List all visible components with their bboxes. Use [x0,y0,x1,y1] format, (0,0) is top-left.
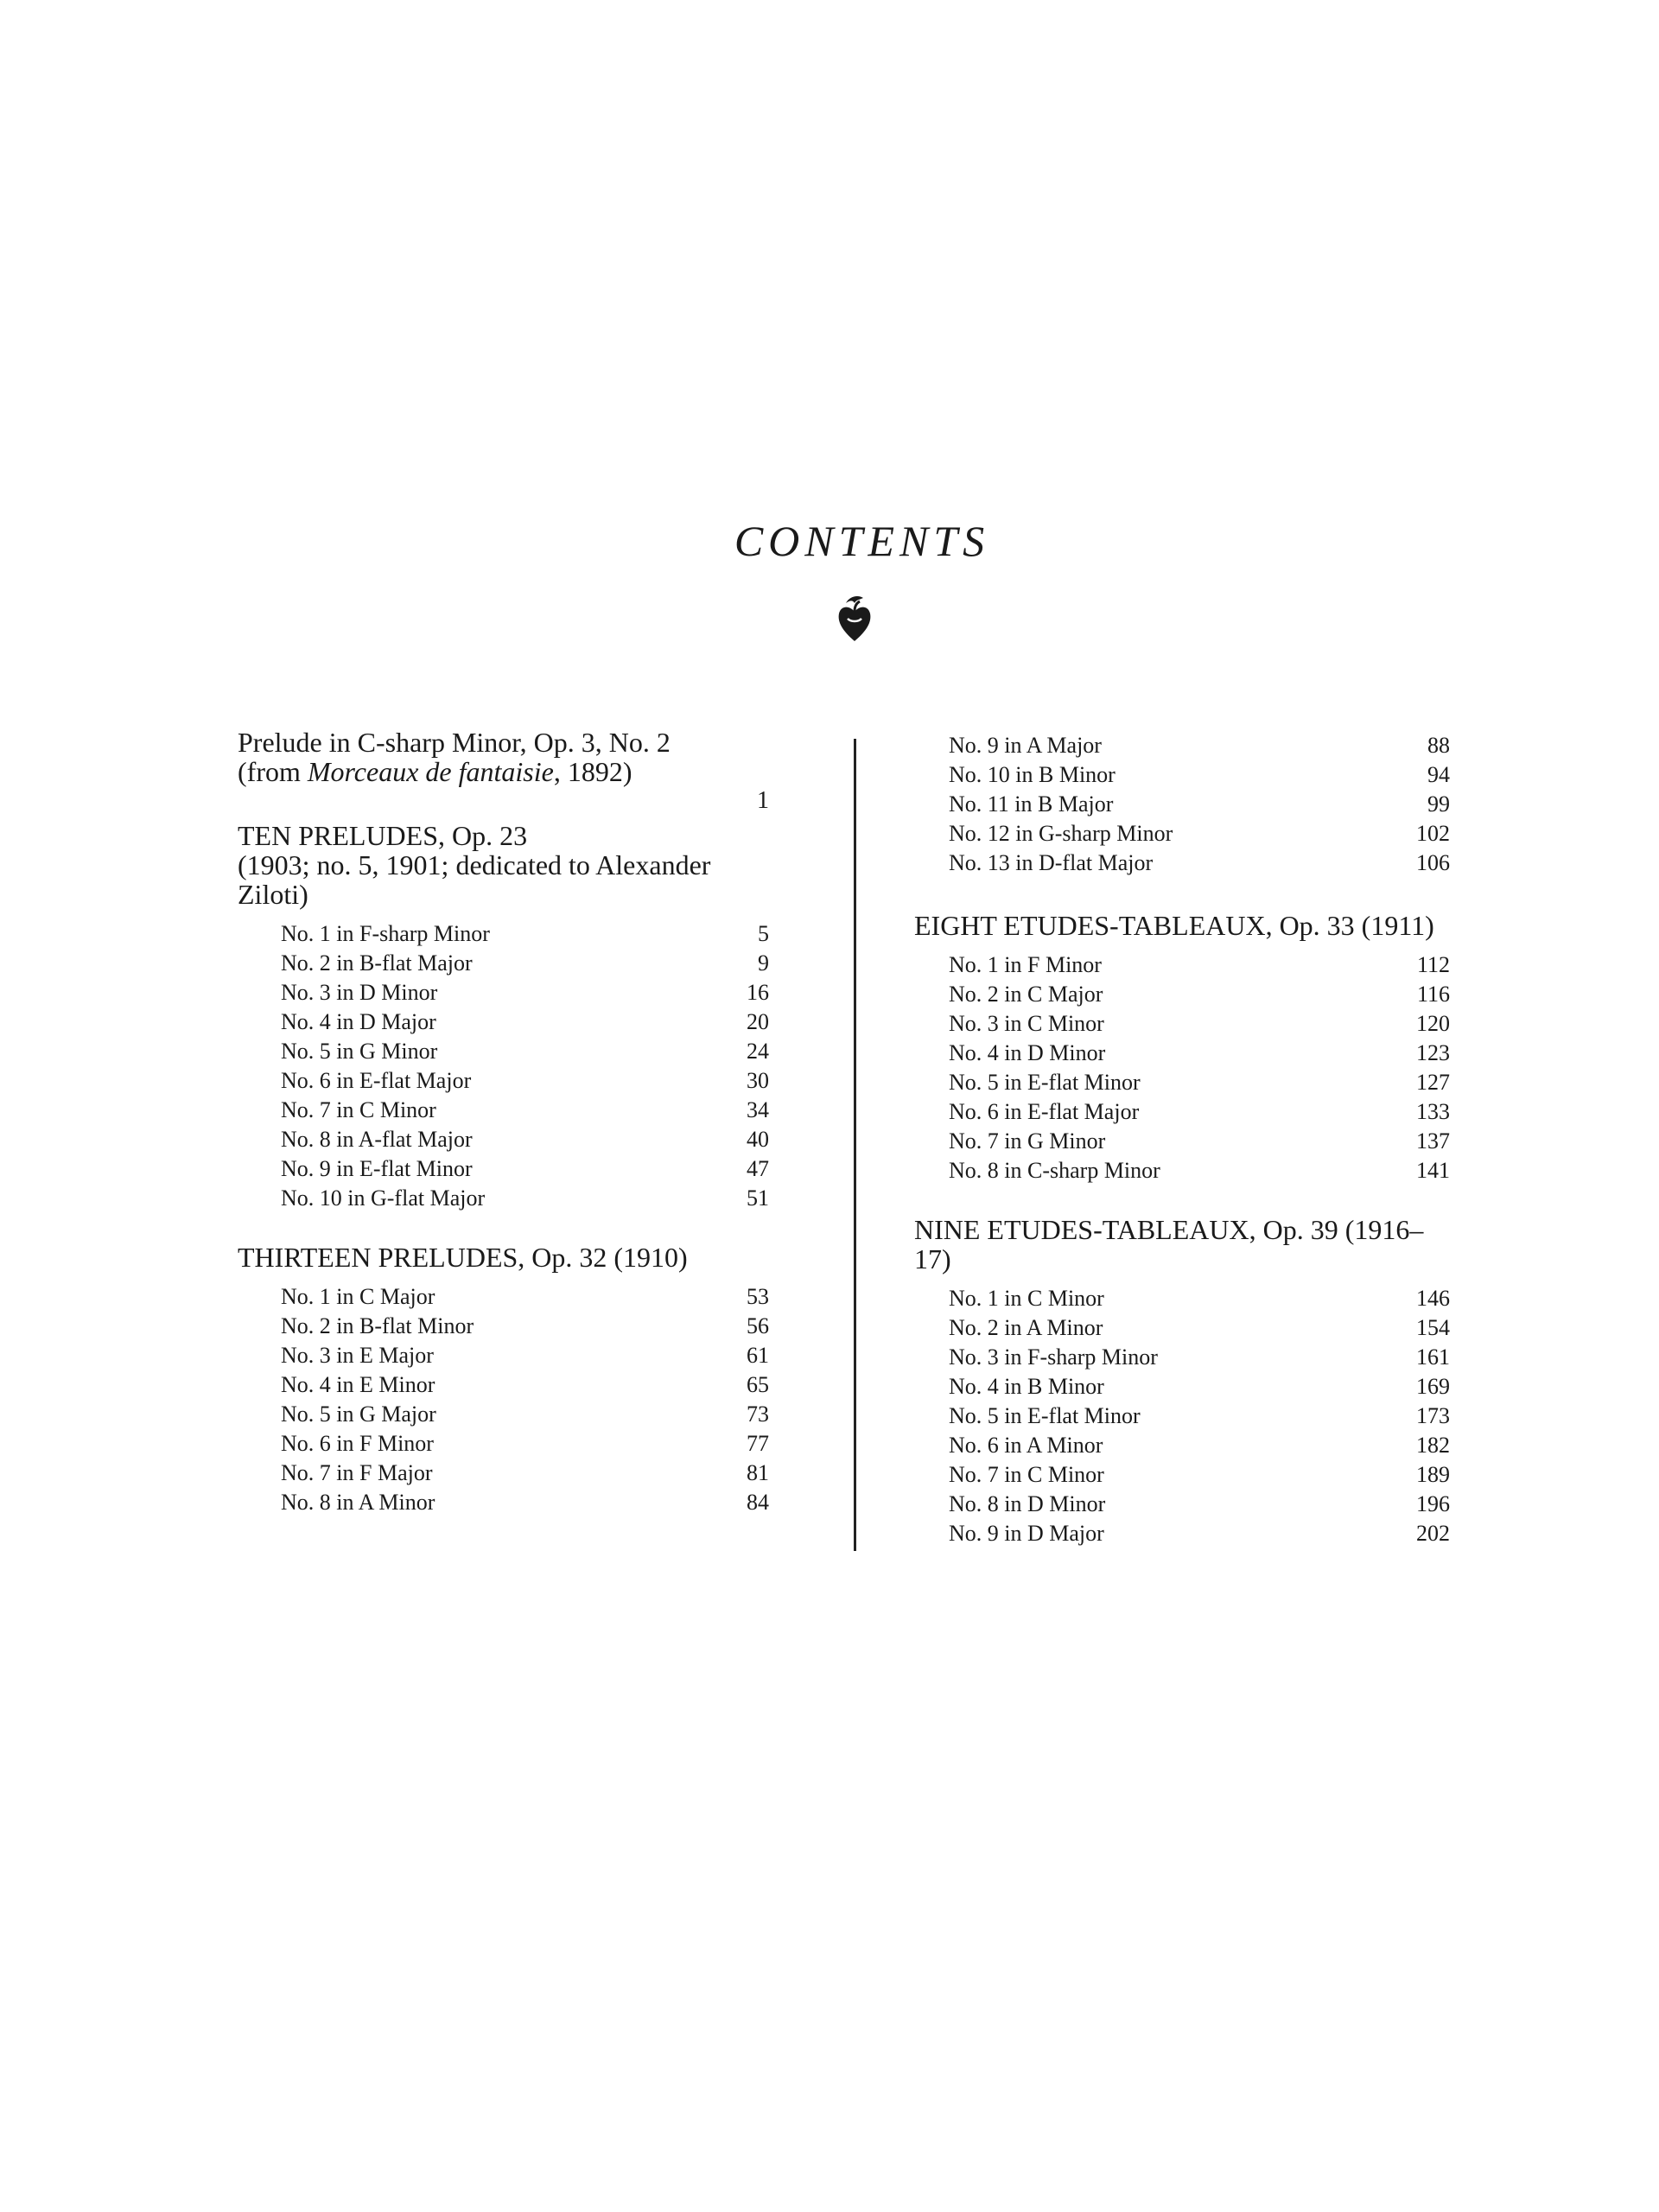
entry-page-number: 116 [1416,982,1450,1007]
entry-page-number: 77 [747,1431,769,1456]
entry-page-number: 127 [1416,1070,1450,1095]
entry-label: No. 1 in C Minor [949,1286,1104,1311]
entry-page-number: 73 [747,1402,769,1427]
entry-page-number: 5 [758,921,769,946]
contents-entry[interactable] [949,1127,1450,1156]
entry-label: No. 4 in B Minor [949,1374,1104,1399]
entry-page-number: 56 [747,1313,769,1338]
entry-label: No. 8 in A-flat Major [281,1127,473,1152]
contents-entry[interactable] [949,819,1450,849]
entry-page-number: 202 [1416,1521,1450,1546]
section-title: TEN PRELUDES, Op. 23 [238,820,528,851]
contents-entry[interactable] [949,1402,1450,1431]
entry-page-number: 16 [747,980,769,1005]
solo-prelude-title: Prelude in C-sharp Minor, Op. 3, No. 2 [238,727,671,758]
contents-entry[interactable] [281,1488,769,1517]
page-title: CONTENTS [734,517,990,565]
contents-entry[interactable] [281,1125,769,1154]
entry-page-number: 40 [747,1127,769,1152]
section-subtitle: (1903; no. 5, 1901; dedicated to Alexander Ziloti) [238,849,711,910]
entry-page-number: 47 [747,1156,769,1181]
entry-page-number: 24 [747,1039,769,1064]
entry-page-number: 123 [1416,1040,1450,1065]
solo-sub-suffix: , 1892) [553,756,632,787]
entry-list [914,1284,1450,1548]
entry-label: No. 6 in A Minor [949,1433,1103,1458]
fleuron-icon [834,593,875,643]
entry-page-number: 141 [1416,1158,1450,1183]
contents-entry[interactable] [949,1097,1450,1127]
entry-label: No. 11 in B Major [949,791,1114,817]
entry-label: No. 9 in E-flat Minor [281,1156,473,1181]
contents-entry[interactable] [281,1370,769,1400]
entry-list [238,1282,769,1517]
contents-entry[interactable] [281,1341,769,1370]
entry-page-number: 84 [747,1490,769,1515]
contents-entry[interactable] [949,849,1450,878]
entry-page-number: 173 [1416,1403,1450,1428]
entry-page-number: 1 [757,787,769,814]
contents-entry[interactable] [281,1184,769,1213]
contents-left-column [238,728,769,1517]
contents-entry[interactable] [949,980,1450,1009]
entry-label: No. 12 in G-sharp Minor [949,821,1173,846]
contents-entry[interactable] [949,1009,1450,1039]
entry-label: No. 7 in C Minor [949,1462,1104,1487]
entry-label: No. 3 in C Minor [949,1011,1104,1036]
entry-page-number: 20 [747,1009,769,1034]
contents-entry[interactable] [281,1037,769,1066]
section-nine-etudes-tableaux [914,1215,1450,1548]
entry-page-number: 133 [1416,1099,1450,1124]
entry-label: No. 8 in A Minor [281,1490,435,1515]
continued-entry-list [914,731,1450,878]
contents-entry[interactable] [949,1284,1450,1313]
entry-label: No. 1 in F Minor [949,952,1102,977]
entry-page-number: 112 [1416,952,1450,977]
contents-entry[interactable] [281,1154,769,1184]
contents-entry[interactable] [949,1343,1450,1372]
entry-label: No. 9 in D Major [949,1521,1104,1546]
entry-label: No. 7 in C Minor [281,1097,436,1122]
contents-entry[interactable] [281,1007,769,1037]
entry-page-number: 146 [1416,1286,1450,1311]
entry-label: No. 7 in F Major [281,1460,433,1485]
solo-prelude-entry[interactable] [238,727,769,814]
entry-page-number: 169 [1416,1374,1450,1399]
entry-label: No. 3 in D Minor [281,980,438,1005]
entry-label: No. 5 in G Major [281,1402,436,1427]
entry-page-number: 154 [1416,1315,1450,1340]
entry-page-number: 120 [1416,1011,1450,1036]
entry-page-number: 137 [1416,1128,1450,1154]
section-title: THIRTEEN PRELUDES, Op. 32 (1910) [238,1242,688,1273]
contents-entry[interactable] [949,1068,1450,1097]
entry-label: No. 6 in E-flat Major [949,1099,1140,1124]
entry-label: No. 6 in F Minor [281,1431,434,1456]
column-divider [854,739,856,1551]
entry-page-number: 81 [747,1460,769,1485]
contents-entry[interactable] [281,1282,769,1312]
entry-page-number: 65 [747,1372,769,1397]
entry-page-number: 53 [747,1284,769,1309]
entry-list [914,950,1450,1185]
contents-entry[interactable] [949,1431,1450,1460]
entry-label: No. 2 in B-flat Minor [281,1313,474,1338]
contents-entry[interactable] [281,1429,769,1459]
entry-page-number: 30 [747,1068,769,1093]
entry-list [238,919,769,1213]
entry-page-number: 102 [1416,821,1450,846]
solo-prelude-subtitle [238,756,769,814]
contents-entry[interactable] [281,1066,769,1096]
entry-page-number: 189 [1416,1462,1450,1487]
section-title: NINE ETUDES-TABLEAUX, Op. 39 (1916–17) [914,1214,1424,1274]
entry-label: No. 6 in E-flat Major [281,1068,472,1093]
entry-label: No. 3 in F-sharp Minor [949,1344,1158,1370]
entry-label: No. 1 in C Major [281,1284,435,1309]
section-thirteen-preludes [238,1243,769,1517]
contents-entry[interactable] [949,950,1450,980]
entry-page-number: 94 [1427,762,1450,787]
contents-entry[interactable] [949,790,1450,819]
contents-entry[interactable] [281,949,769,978]
entry-page-number: 161 [1416,1344,1450,1370]
entry-label: No. 2 in C Major [949,982,1103,1007]
entry-label: No. 3 in E Major [281,1343,434,1368]
contents-entry[interactable] [949,1039,1450,1068]
entry-page-number: 9 [758,950,769,976]
entry-label: No. 8 in C-sharp Minor [949,1158,1160,1183]
contents-entry[interactable] [949,1156,1450,1185]
contents-entry[interactable] [949,1490,1450,1519]
section-eight-etudes-tableaux [914,911,1450,1185]
entry-page-number: 106 [1416,850,1450,875]
contents-entry[interactable] [949,760,1450,790]
entry-label: No. 4 in D Minor [949,1040,1106,1065]
entry-label: No. 10 in G-flat Major [281,1185,486,1211]
entry-page-number: 99 [1427,791,1450,817]
section-title: EIGHT ETUDES-TABLEAUX, Op. 33 (1911) [914,910,1434,941]
entry-label: No. 4 in D Major [281,1009,436,1034]
contents-entry[interactable] [949,1460,1450,1490]
entry-label: No. 9 in A Major [949,733,1102,758]
contents-entry[interactable] [281,1400,769,1429]
contents-entry[interactable] [949,1372,1450,1402]
entry-page-number: 88 [1427,733,1450,758]
contents-entry[interactable] [949,1313,1450,1343]
entry-page-number: 61 [747,1343,769,1368]
contents-entry[interactable] [281,919,769,949]
entry-label: No. 1 in F-sharp Minor [281,921,490,946]
contents-entry[interactable] [281,978,769,1007]
solo-sub-italic: Morceaux de fantaisie [307,756,554,787]
contents-entry[interactable] [281,1096,769,1125]
entry-label: No. 10 in B Minor [949,762,1116,787]
entry-label: No. 4 in E Minor [281,1372,435,1397]
entry-page-number: 51 [747,1185,769,1211]
entry-page-number: 182 [1416,1433,1450,1458]
entry-page-number: 196 [1416,1491,1450,1516]
entry-label: No. 7 in G Minor [949,1128,1106,1154]
entry-label: No. 2 in A Minor [949,1315,1103,1340]
entry-label: No. 2 in B-flat Major [281,950,473,976]
section-ten-preludes [238,821,769,1213]
contents-entry[interactable] [281,1312,769,1341]
entry-label: No. 5 in G Minor [281,1039,438,1064]
contents-entry[interactable] [281,1459,769,1488]
contents-right-column [914,731,1450,1548]
contents-entry[interactable] [949,1519,1450,1548]
solo-sub-prefix: (from [238,756,308,787]
entry-label: No. 13 in D-flat Major [949,850,1154,875]
entry-page-number: 34 [747,1097,769,1122]
contents-entry[interactable] [949,731,1450,760]
entry-label: No. 5 in E-flat Minor [949,1070,1141,1095]
entry-label: No. 8 in D Minor [949,1491,1106,1516]
entry-label: No. 5 in E-flat Minor [949,1403,1141,1428]
